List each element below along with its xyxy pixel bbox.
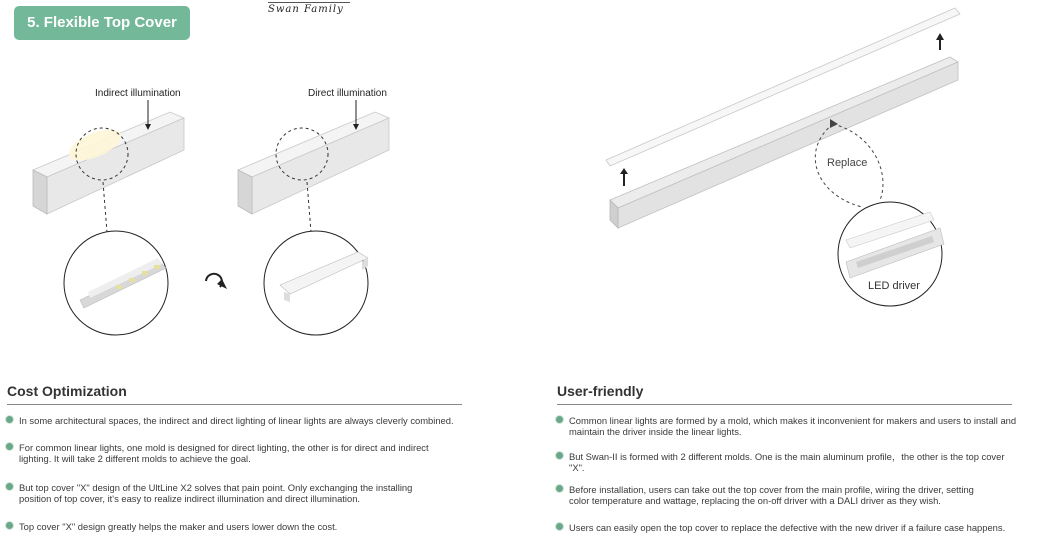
bullet-dot: [6, 443, 13, 450]
direct-profile: [238, 100, 389, 335]
cost-bullet-text: Top cover "X" design greatly helps the maker and users lower down the cost.: [19, 521, 338, 532]
user-bullet-text: But Swan-II is formed with 2 different molds. One is the main aluminum profile，the other is the top cover "X".: [569, 451, 1005, 473]
user-bullet-text: Common linear lights are formed by a mold, which makes it inconvenient for makers and users to install and maintain the driver inside the linear lights.: [569, 415, 1017, 437]
indirect-profile: [33, 100, 184, 335]
cost-bullet-text: In some architectural spaces, the indirect and direct lighting of linear lights are always cleverly combined.: [19, 415, 454, 426]
bullet-dot: [6, 416, 13, 423]
replace-label: Replace: [827, 157, 868, 169]
bullet-dot: [556, 416, 563, 423]
direct-illumination-label: Direct illumination: [308, 88, 387, 99]
cost-divider: [7, 404, 462, 405]
section-badge: 5. Flexible Top Cover "X": [14, 6, 190, 40]
indirect-illumination-label: Indirect illumination: [95, 88, 181, 99]
cost-bullet-text: For common linear lights, one mold is designed for direct lighting, the other is for direct and indirect lighting. It will take 2 different molds to achieve the goal.: [19, 442, 429, 464]
brand-name: Swan Family: [268, 4, 344, 15]
bullet-dot: [556, 523, 563, 530]
cost-bullet-text: But top cover "X" design of the UltLine X2 solves that pain point. Only exchanging the installing position of top cover, it's easy to realize indirect illumination and direct illumination.: [19, 482, 413, 504]
bullet-dot: [6, 483, 13, 490]
bullet-dot: [556, 452, 563, 459]
replace-assembly: [606, 8, 960, 306]
user-friendly-title: User-friendly: [557, 383, 644, 399]
bullet-dot: [556, 485, 563, 492]
cost-optimization-title: Cost Optimization: [7, 383, 127, 399]
user-bullet-text: Users can easily open the top cover to replace the defective with the new driver if a failure case happens.: [569, 522, 1006, 533]
user-divider: [557, 404, 1012, 405]
user-bullet-text: Before installation, users can take out the top cover from the main profile, wiring the driver, setting color temperature and wattage, replacing the on-off driver with a DALI driver as they wish.: [569, 484, 974, 506]
bullet-dot: [6, 522, 13, 529]
led-driver-label: LED driver: [868, 280, 920, 292]
